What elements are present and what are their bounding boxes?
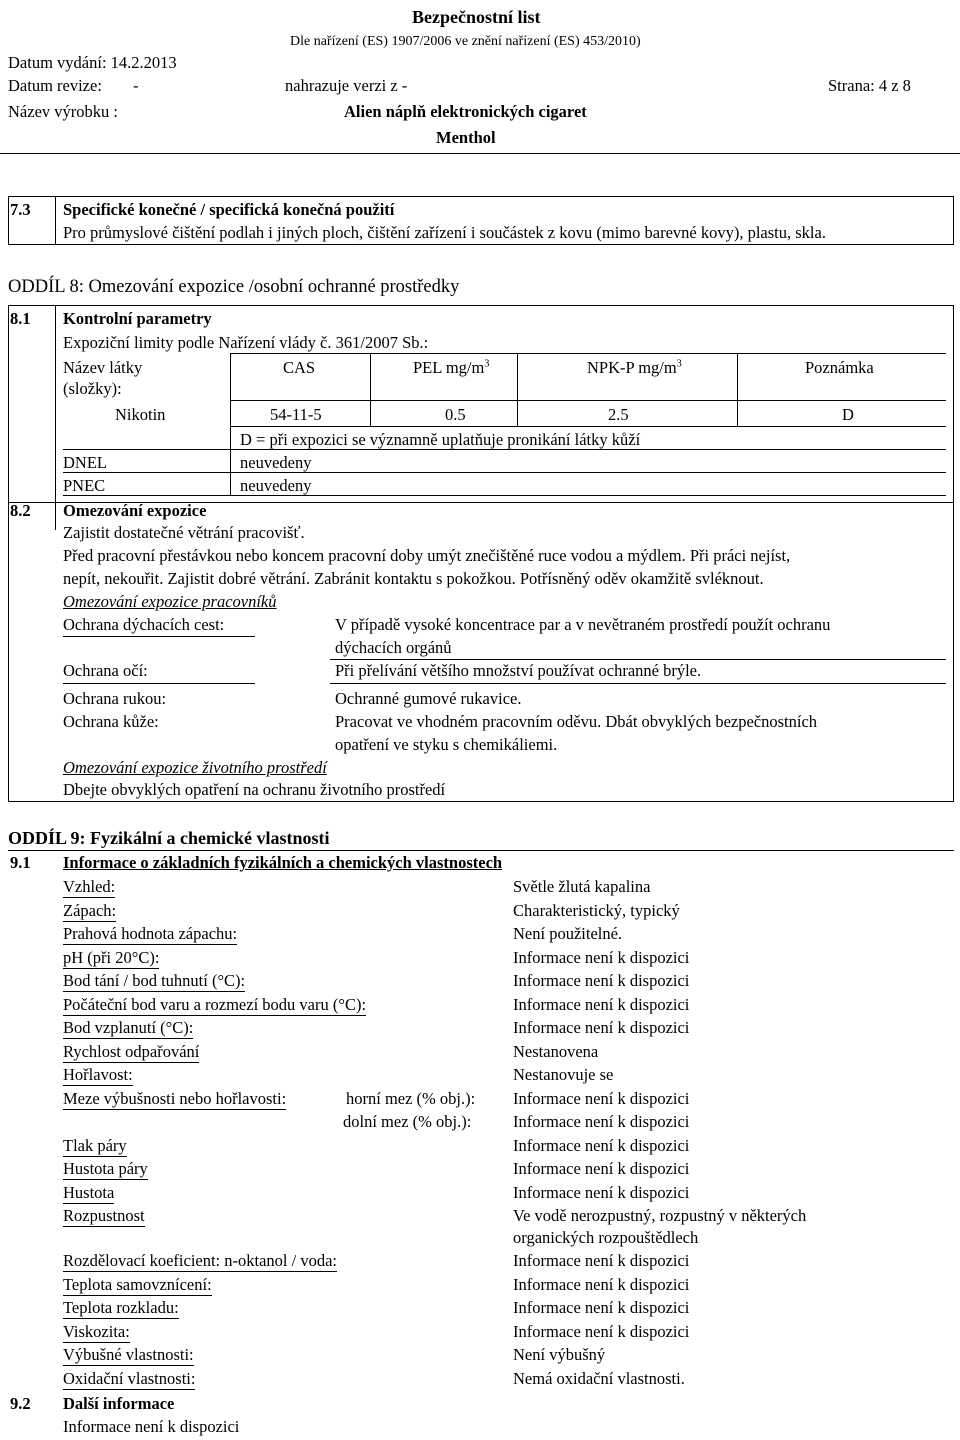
property-value: Informace není k dispozici <box>513 1159 690 1178</box>
property-value: Informace není k dispozici <box>513 1182 690 1202</box>
table-line <box>370 353 371 426</box>
property-row <box>63 1274 212 1296</box>
skin-label: Ochrana kůže: <box>63 712 159 731</box>
respiratory-label: Ochrana dýchacích cest: <box>63 615 225 634</box>
table-cell-pel: 0.5 <box>445 405 466 424</box>
revision-label: Datum revize: <box>8 76 102 95</box>
ventilation-text: Zajistit dostatečné větrání pracovišť. <box>63 523 305 542</box>
table-line <box>737 353 738 426</box>
property-label: Rychlost odpařování <box>63 1041 199 1063</box>
section-8-2-divider-v <box>55 502 56 530</box>
section-8-divider <box>55 305 56 502</box>
dnel-label: DNEL <box>63 453 107 472</box>
property-label: Oxidační vlastnosti: <box>63 1368 195 1390</box>
property-label: Teplota rozkladu: <box>63 1297 179 1319</box>
property-row <box>63 1297 179 1319</box>
property-row <box>63 947 159 969</box>
property-label: Hustota páry <box>63 1158 148 1180</box>
property-row <box>63 1344 194 1366</box>
property-value: Ve vodě nerozpustný, rozpustný v některých <box>513 1206 807 1225</box>
section-9-2-text: Informace není k dispozici <box>63 1417 240 1436</box>
environment-exposure-text: Dbejte obvyklých opatření na ochranu životního prostředí <box>63 780 446 799</box>
respiratory-value-1: V případě vysoké koncentrace par a v nevětraném prostředí použít ochranu <box>335 615 831 634</box>
property-value: Nemá oxidační vlastnosti. <box>513 1368 685 1388</box>
skin-value-2: opatření ve styku s chemikáliemi. <box>335 735 558 754</box>
protection-line <box>63 683 255 684</box>
property-value: Světle žlutá kapalina <box>513 877 651 896</box>
property-label: Hořlavost: <box>63 1064 133 1086</box>
property-row <box>63 1368 195 1390</box>
section-7-3-title: Specifické konečné / specifická konečná použití <box>63 200 395 219</box>
property-label: Hustota <box>63 1182 114 1204</box>
pnec-value: neuvedeny <box>240 476 312 495</box>
section-8-2-number: 8.2 <box>10 501 31 520</box>
protection-line <box>330 683 946 684</box>
regulation-reference: Dle nařízení (ES) 1907/2006 ve znění nařízení (ES) 453/2010) <box>290 34 641 49</box>
property-label: Bod tání / bod tuhnutí (°C): <box>63 970 245 992</box>
property-label: Zápach: <box>63 900 116 922</box>
property-label: Počáteční bod varu a rozmezí bodu varu (°C): <box>63 994 366 1016</box>
respiratory-value-2: dýchacích orgánů <box>335 638 452 657</box>
table-cell-cas: 54-11-5 <box>270 405 322 424</box>
table-cell-npk: 2.5 <box>608 405 629 424</box>
section-9-rule <box>8 850 954 851</box>
property-row <box>63 1205 145 1227</box>
property-row <box>63 1158 148 1180</box>
hands-label: Ochrana rukou: <box>63 689 167 708</box>
property-value: Informace není k dispozici <box>513 1135 690 1155</box>
eyes-value: Při přelívání většího množství používat ochranné brýle. <box>335 661 702 680</box>
property-label: Viskozita: <box>63 1321 130 1343</box>
property-label: Vzhled: <box>63 876 115 898</box>
property-value: Informace není k dispozici <box>513 947 690 967</box>
property-row <box>63 1182 114 1204</box>
property-row <box>63 876 115 898</box>
property-row <box>63 1250 337 1272</box>
table-line <box>517 353 518 426</box>
table-cell-note: D <box>842 405 854 424</box>
section-9-1-title: Informace o základních fyzikálních a chemických vlastnostech <box>63 853 503 872</box>
table-line <box>230 353 946 354</box>
table-line <box>230 400 946 401</box>
document-title: Bezpečnostní list <box>412 7 541 27</box>
product-name: Alien náplň elektronických cigaret <box>344 102 587 121</box>
property-value: Informace není k dispozici <box>513 1321 690 1341</box>
table-line <box>63 472 946 473</box>
hygiene-text-1: Před pracovní přestávkou nebo koncem pracovní doby umýt znečištěné ruce vodou a mýdlem. Při práci nejíst, <box>63 546 791 565</box>
pnec-label: PNEC <box>63 476 106 495</box>
table-header-cas: CAS <box>283 358 316 377</box>
property-value: Informace není k dispozici <box>513 1018 690 1037</box>
property-value: Nestanovuje se <box>513 1065 614 1084</box>
property-value: Informace není k dispozici <box>513 994 690 1014</box>
table-header-name-2: (složky): <box>63 379 122 398</box>
property-value: Není výbušný <box>513 1345 606 1364</box>
header-divider <box>0 153 960 154</box>
section-8-1-title: Kontrolní parametry <box>63 309 212 328</box>
hygiene-text-2: nepít, nekouřit. Zajistit dobré větrání. Zabránit kontaktu s pokožkou. Potřísněný oděv okamžitě svléknout. <box>63 569 764 588</box>
property-value: Informace není k dispozici <box>513 971 690 990</box>
d-note: D = při expozici se významně uplatňuje pronikání látky kůží <box>240 430 641 449</box>
table-header-pel: PEL $mg/m^3$ <box>413 358 490 377</box>
property-row <box>63 970 245 992</box>
section-7-3-divider <box>55 196 56 245</box>
protection-line <box>63 636 255 637</box>
environment-exposure-title: Omezování expozice životního prostředí <box>63 758 327 777</box>
table-cell-name: Nikotin <box>115 405 166 424</box>
issue-date: 14.2.2013 <box>110 53 177 72</box>
section-9-1-number: 9.1 <box>10 853 31 872</box>
table-line <box>230 353 231 495</box>
property-label: Rozpustnost <box>63 1205 145 1227</box>
table-line <box>63 495 946 496</box>
property-label: Prahová hodnota zápachu: <box>63 923 237 945</box>
eyes-label: Ochrana očí: <box>63 661 148 680</box>
property-value: Informace není k dispozici <box>513 1112 690 1131</box>
table-header-name: Název látky <box>63 358 143 377</box>
protection-line <box>330 659 946 660</box>
property-value: Informace není k dispozici <box>513 1251 690 1270</box>
property-row <box>63 1064 133 1086</box>
property-row <box>63 1135 127 1157</box>
property-value: Není použitelné. <box>513 924 623 943</box>
section-9-2-title: Další informace <box>63 1394 175 1413</box>
property-row <box>63 1321 130 1343</box>
property-value: Nestanovena <box>513 1041 599 1061</box>
property-label: pH (při 20°C): <box>63 947 159 969</box>
replaces-version: nahrazuje verzi z - <box>285 76 408 95</box>
property-row <box>63 1017 193 1039</box>
property-row <box>63 923 237 945</box>
section-8-2-title: Omezování expozice <box>63 501 207 520</box>
property-row <box>63 1088 286 1110</box>
property-row <box>63 994 366 1016</box>
property-label: Tlak páry <box>63 1135 127 1157</box>
section-8-1-number: 8.1 <box>10 309 31 328</box>
property-value: Informace není k dispozici <box>513 1274 690 1294</box>
property-row <box>63 1041 199 1063</box>
page-number: Strana: 4 z 8 <box>828 76 911 95</box>
property-sublabel: horní mez (% obj.): <box>346 1088 476 1108</box>
property-value: Informace není k dispozici <box>513 1298 690 1317</box>
section-8-title: ODDÍL 8: Omezování expozice /osobní ochranné prostředky <box>8 277 460 297</box>
property-label: Rozdělovací koeficient: n-oktanol / voda: <box>63 1250 337 1272</box>
property-label: Meze výbušnosti nebo hořlavosti: <box>63 1088 286 1110</box>
property-value: Informace není k dispozici <box>513 1088 690 1108</box>
property-label: Bod vzplanutí (°C): <box>63 1017 193 1039</box>
skin-value-1: Pracovat ve vhodném pracovním oděvu. Dbát obvyklých bezpečnostních <box>335 712 818 731</box>
section-9-title: ODDÍL 9: Fyzikální a chemické vlastnosti <box>8 828 330 848</box>
section-7-3-number: 7.3 <box>10 200 31 219</box>
exposure-limits-text: Expoziční limity podle Nařízení vlády č. 361/2007 Sb.: <box>63 333 429 352</box>
property-label: Výbušné vlastnosti: <box>63 1344 194 1366</box>
property-row <box>63 900 116 922</box>
hands-value: Ochranné gumové rukavice. <box>335 689 522 708</box>
section-7-3-text: Pro průmyslové čištění podlah i jiných ploch, čištění zařízení i součástek z kovu (mimo barevné kovy), plastu, skla. <box>63 223 826 242</box>
property-sublabel: dolní mez (% obj.): <box>343 1112 472 1131</box>
property-value: Charakteristický, typický <box>513 900 680 920</box>
table-header-npk: NPK-P $mg/m^3$ <box>587 358 682 377</box>
revision-value: - <box>133 76 139 95</box>
table-line <box>230 426 946 427</box>
product-variant: Menthol <box>436 128 496 147</box>
workers-exposure-title: Omezování expozice pracovníků <box>63 592 277 611</box>
section-9-2-number: 9.2 <box>10 1394 31 1413</box>
property-value-continued: organických rozpouštědlech <box>513 1227 699 1247</box>
table-header-note: Poznámka <box>805 358 874 377</box>
dnel-value: neuvedeny <box>240 453 312 472</box>
property-label: Teplota samovznícení: <box>63 1274 212 1296</box>
issue-date-label: Datum vydání: 14.2.2013 <box>8 53 177 72</box>
product-label: Název výrobku : <box>8 102 118 121</box>
